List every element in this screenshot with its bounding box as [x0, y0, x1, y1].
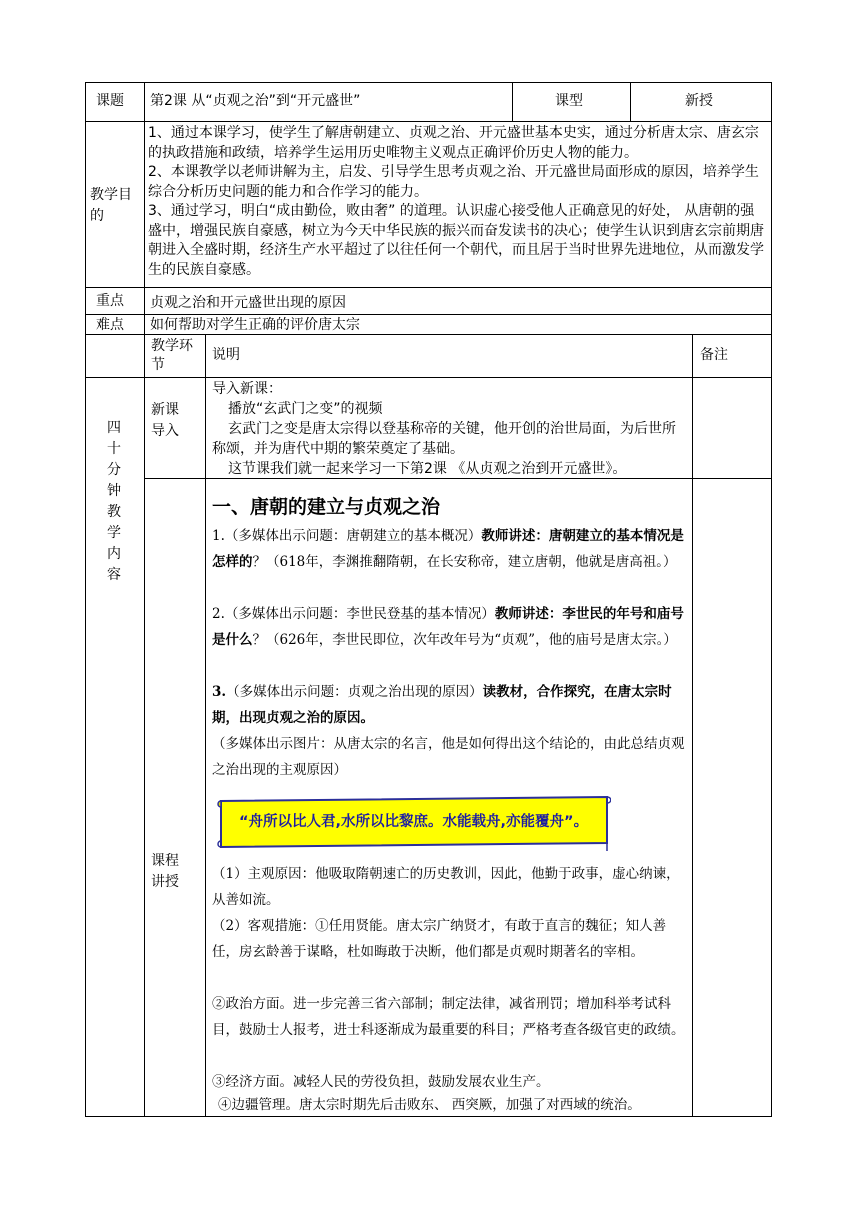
difficulty-value: 如何帮助对学生正确的评价唐太宗: [150, 317, 360, 333]
quote-banner: [215, 793, 611, 851]
question-3: [212, 679, 688, 731]
intro-line: 这节课我们就一起来学习一下第2课 《从贞观之治到开元盛世》。: [228, 461, 627, 477]
col-divider: [144, 82, 145, 335]
reason-subjective: （1）主观原因：他吸取隋朝速亡的历史教训，因此，他勤于政事，虚心纳谏，从善如流。: [212, 866, 680, 908]
col-divider: [205, 334, 206, 1117]
side-label: 四十分钟教学内容: [107, 420, 121, 583]
intro-line: 播放“玄武门之变”的视频: [228, 401, 383, 417]
objective-item-1: 1、通过本课学习，使学生了解唐朝建立、贞观之治、开元盛世基本史实，通过分析唐太宗、唐玄宗的执政措施和政绩，培养学生运用历史唯物主义观点正确评价历史人物的能力。: [148, 125, 759, 161]
col-divider: [692, 334, 693, 479]
col-divider: [144, 334, 145, 1117]
topic-label: 课题: [96, 93, 124, 109]
note-column-header: 备注: [700, 347, 728, 363]
reason-objective: （2）客观措施：①任用贤能。唐太宗广纳贤才，有敢于直言的魏征；知人善任，房玄龄善于谋略，杜如晦敢于决断，他们都是贞观时期著名的宰相。: [212, 918, 667, 960]
measure-political: ②政治方面。进一步完善三省六部制；制定法律，减省刑罚；增加科举考试科目，鼓励士人报考，进士科逐渐成为最重要的科目；严格考查各级官吏的政绩。: [212, 996, 685, 1038]
stage-column-header: 教学环节: [151, 338, 193, 373]
q1-bold: 教师讲述：唐朝建立的基本情况是怎样的: [212, 528, 684, 570]
table-border-top: [85, 82, 772, 83]
row-divider: [85, 377, 772, 378]
q3-bold: 读教材，合作探究，在唐太宗时期，出现贞观之治的原因。: [212, 684, 672, 726]
intro-stage: 新课导入: [151, 402, 179, 439]
row-divider: [85, 121, 772, 122]
q2-rest: ？（626年，李世民即位，次年改年号为“贞观”，他的庙号是唐太宗。）: [252, 632, 677, 648]
question-1: [212, 523, 688, 575]
objectives-label: 教学目的: [90, 187, 132, 224]
objective-item-3: 3、通过学习，明白“成由勤俭，败由奢” 的道理。认识虚心接受他人正确意见的好处， 从唐朝的强盛中，增强民族自豪感，树立为今天中华民族的振兴而奋发读书的决心；使学生认识到唐玄宗前期唐朝进入全盛时期，经济生产水平超过了以往任何一个朝代，而且居于当时世界先进地位，从而激发学生的民族自豪感。: [148, 203, 764, 278]
table-border-bottom: [85, 1116, 772, 1117]
intro-line: 玄武门之变是唐太宗得以登基称帝的关键，他开创的治世局面，为后世所称颂，并为唐代中期的繁荣奠定了基础。: [212, 421, 676, 457]
quote-text: “舟所以比人君,水所以比黎庶。水能载舟,亦能覆舟”。: [239, 814, 589, 830]
question-3-image-note: （多媒体出示图片：从唐太宗的名言，他是如何得出这个结论的，由此总结贞观之治出现的主观原因）: [212, 736, 685, 778]
type-value: 新授: [685, 93, 713, 109]
row-divider: [85, 314, 772, 315]
objectives-text: [148, 124, 768, 280]
table-border-left: [85, 82, 86, 1117]
difficulty-label: 难点: [96, 317, 124, 333]
col-divider: [512, 82, 513, 122]
q2-prefix: 2.（多媒体出示问题：李世民登基的基本情况）: [212, 606, 495, 622]
question-2: [212, 601, 688, 653]
q2-bold: 教师讲述：李世民的年号和庙号是什么: [212, 606, 684, 648]
q1-prefix: 1.（多媒体出示问题：唐朝建立的基本概况）: [212, 528, 482, 544]
desc-column-header: 说明: [212, 347, 240, 363]
col-divider: [630, 82, 631, 122]
row-divider: [85, 287, 772, 288]
type-label: 课型: [555, 93, 583, 109]
measure-frontier: ④边疆管理。唐太宗时期先后击败东、 西突厥，加强了对西域的统治。: [218, 1097, 641, 1113]
measure-economic: ③经济方面。减轻人民的劳役负担，鼓励发展农业生产。: [212, 1074, 550, 1090]
q3-prefix: （多媒体出示问题：贞观之治出现的原因）: [226, 684, 483, 700]
section-heading: 一、唐朝的建立与贞观之治: [212, 496, 441, 518]
intro-line: 导入新课：: [212, 381, 282, 397]
q3-num: 3.: [212, 684, 227, 700]
key-point-label: 重点: [96, 293, 124, 309]
table-border-right: [771, 82, 772, 1117]
col-divider: [692, 478, 693, 1117]
key-point-value: 贞观之治和开元盛世出现的原因: [150, 295, 346, 311]
topic-value: 第2课 从“贞观之治”到“开元盛世”: [150, 93, 361, 109]
objective-item-2: 2、本课教学以老师讲解为主，启发、引导学生思考贞观之治、开元盛世局面形成的原因，培养学生综合分析历史问题的能力和合作学习的能力。: [148, 164, 759, 200]
intro-content: [212, 379, 688, 479]
lecture-stage: 课程讲授: [151, 853, 179, 890]
q1-rest: ？（618年，李渊推翻隋朝，在长安称帝，建立唐朝，他就是唐高祖。）: [252, 554, 677, 570]
